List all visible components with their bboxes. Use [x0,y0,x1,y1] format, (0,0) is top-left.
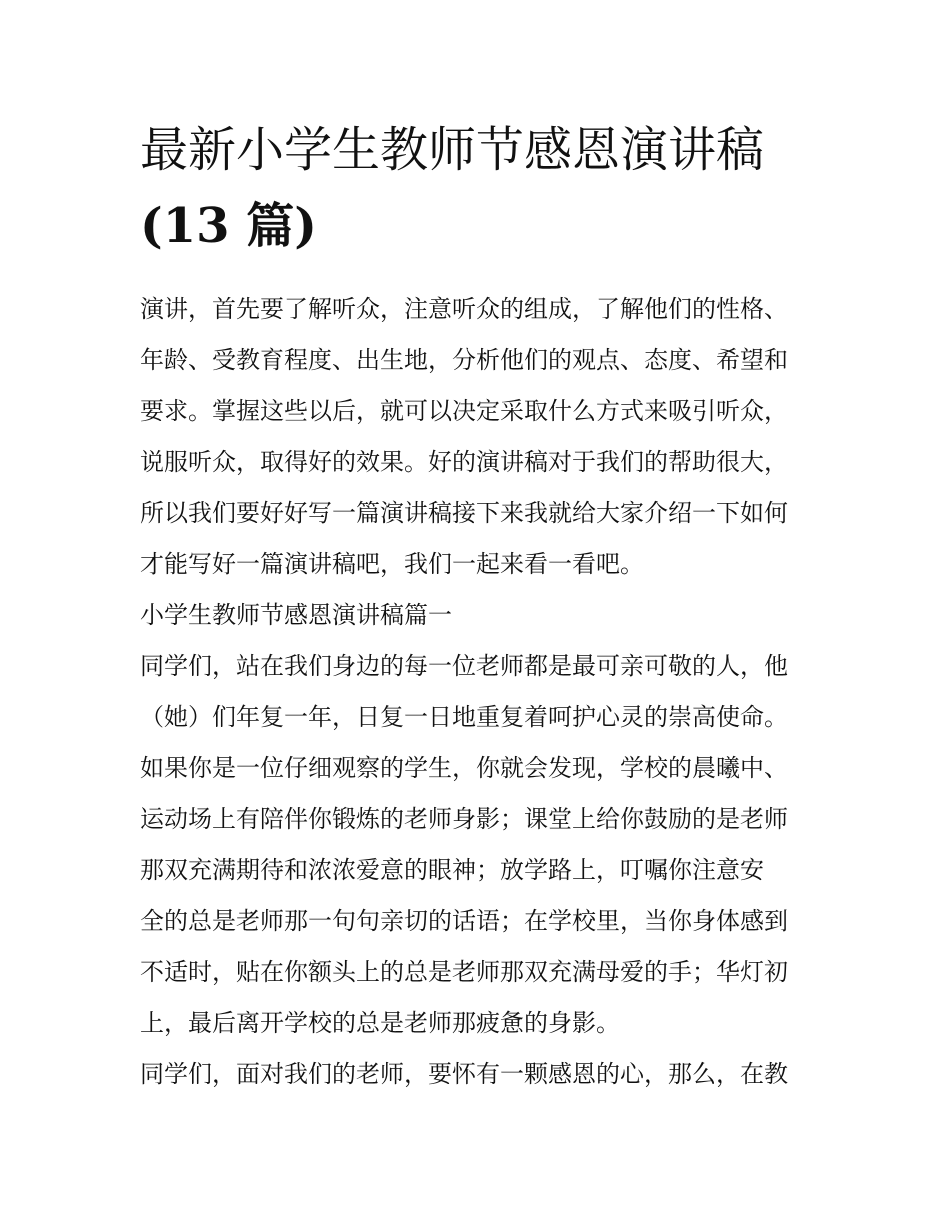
text-line: 说服听众，取得好的效果。好的演讲稿对于我们的帮助很大， [140,448,788,476]
section-heading [140,590,820,641]
text-line: 演讲，首先要了解听众，注意听众的组成，了解他们的性格、 [140,295,788,323]
title-line-1: 最新小学生教师节感恩演讲稿 [140,122,765,178]
body-paragraph [140,641,820,1049]
text-line: （她）们年复一年，日复一日地重复着呵护心灵的崇高使命。 [140,703,788,731]
text-line: 所以我们要好好写一篇演讲稿接下来我就给大家介绍一下如何 [140,499,788,527]
document-title [140,112,820,264]
text-line: 小学生教师节感恩演讲稿篇一 [140,601,452,629]
title-line-2: (13 篇) [140,198,317,254]
text-line: 不适时，贴在你额头上的总是老师那双充满母爱的手；华灯初 [140,958,788,986]
text-line: 要求。掌握这些以后，就可以决定采取什么方式来吸引听众， [140,397,788,425]
body-paragraph [140,1049,820,1100]
text-line: 上，最后离开学校的总是老师那疲惫的身影。 [140,1009,620,1037]
text-line: 如果你是一位仔细观察的学生，你就会发现，学校的晨曦中、 [140,754,788,782]
document-content [140,112,820,1100]
text-line: 同学们，面对我们的老师，要怀有一颗感恩的心，那么，在教 [140,1060,788,1088]
intro-paragraph [140,284,820,590]
text-line: 才能写好一篇演讲稿吧，我们一起来看一看吧。 [140,550,644,578]
text-line: 全的总是老师那一句句亲切的话语；在学校里，当你身体感到 [140,907,788,935]
text-line: 同学们，站在我们身边的每一位老师都是最可亲可敬的人，他 [140,652,788,680]
text-line: 运动场上有陪伴你锻炼的老师身影；课堂上给你鼓励的是老师 [140,805,788,833]
text-line: 年龄、受教育程度、出生地，分析他们的观点、态度、希望和 [140,346,788,374]
text-line: 那双充满期待和浓浓爱意的眼神；放学路上，叮嘱你注意安 [140,856,764,884]
